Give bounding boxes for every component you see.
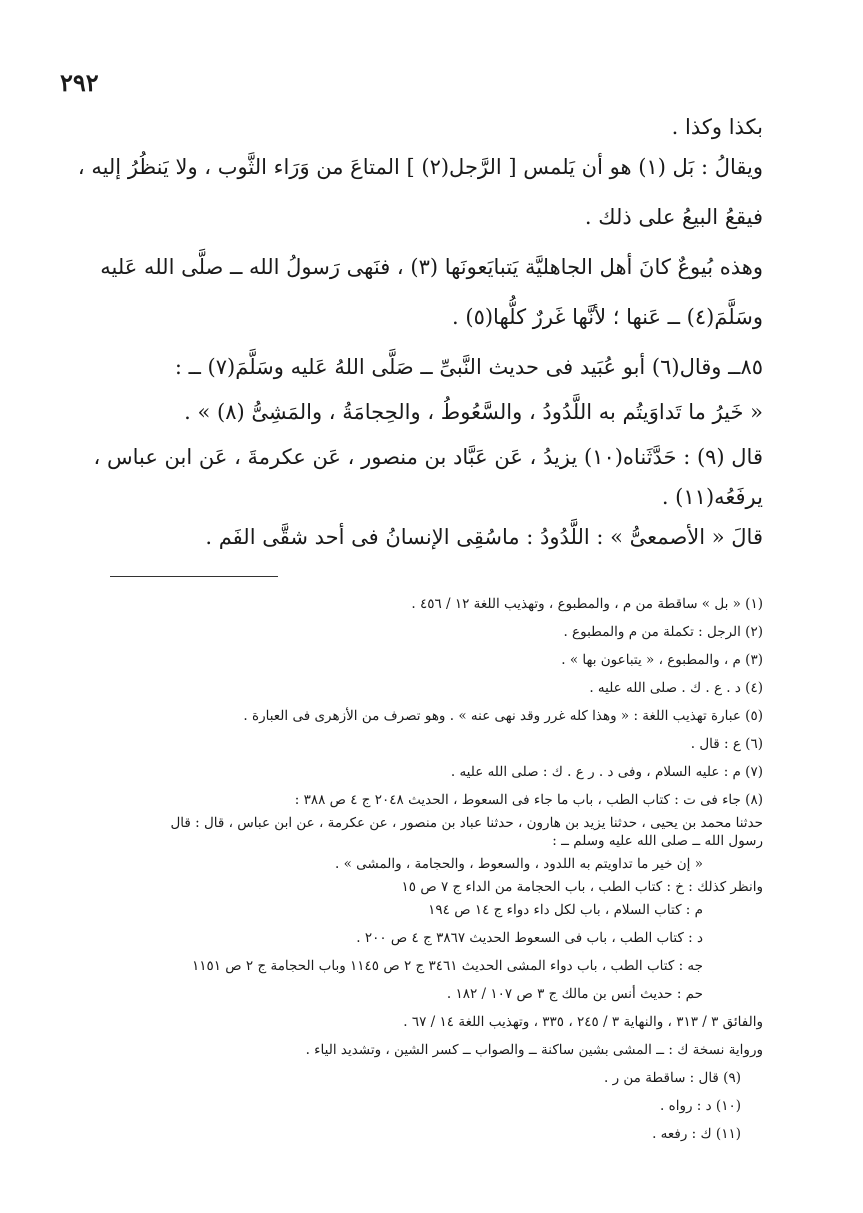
footnote-line: رسول الله ــ صلى الله عليه وسلم ــ : bbox=[552, 833, 763, 849]
footnote: (١١) ك : رفعه . bbox=[652, 1126, 741, 1142]
page-number: ٢٩٢ bbox=[60, 68, 99, 97]
footnote-line: حدثنا محمد بن يحيى ، حدثنا يزيد بن هارون ، حدثنا عباد بن منصور ، عن عكرمة ، عن ابن عباس ، قال : قال bbox=[170, 815, 763, 831]
footnote-line: م : كتاب السلام ، باب لكل داء دواء ج ١٤ ص ١٩٤ bbox=[428, 902, 703, 918]
footnote: (٥) عبارة تهذيب اللغة : « وهذا كله غرر وقد نهى عنه » . وهو تصرف من الأزهرى فى العبارة . bbox=[243, 708, 763, 724]
footnote: (٦) ع : قال . bbox=[690, 736, 763, 752]
text-line: وهذه بُيوعٌ كانَ أهل الجاهليَّة يَتبايَعونَها (٣) ، فنَهى رَسولُ الله ــ صلَّى الله عَليه bbox=[100, 255, 763, 279]
footnotes bbox=[100, 590, 763, 1148]
footnote-line: جه : كتاب الطب ، باب دواء المشى الحديث ٣٤٦١ ج ٢ ص ١١٤٥ وباب الحجامة ج ٢ ص ١١٥١ bbox=[191, 958, 703, 974]
main-text bbox=[77, 110, 763, 560]
text-line: بكذا وكذا . bbox=[671, 115, 763, 139]
text-line: قالَ « الأصمعىُّ » : اللَّدُودُ : ماسُقِى الإنسانُ فى أحد شقَّى الفَم . bbox=[205, 525, 763, 549]
footnote-line: حم : حديث أنس بن مالك ج ٣ ص ١٠٧ / ١٨٢ . bbox=[446, 986, 703, 1002]
footnote: (٣) م ، والمطبوع ، « يتباعون بها » . bbox=[561, 652, 763, 668]
footnote-line: والفائق ٣ / ٣١٣ ، والنهاية ٣ / ٢٤٥ ، ٣٣٥ ، وتهذيب اللغة ١٤ / ٦٧ . bbox=[403, 1014, 763, 1030]
footnote-line: د : كتاب الطب ، باب فى السعوط الحديث ٣٨٦٧ ج ٤ ص ٢٠٠ . bbox=[356, 930, 703, 946]
footnote-line: ورواية نسخة ك : ــ المشى بشين ساكنة ــ والصواب ــ كسر الشين ، وتشديد الياء . bbox=[305, 1042, 763, 1058]
footnote: (٤) د . ع . ك . صلى الله عليه . bbox=[589, 680, 763, 696]
footnote: (٧) م : عليه السلام ، وفى د . ر ع . ك : صلى الله عليه . bbox=[450, 764, 763, 780]
footnote: (١٠) د : رواه . bbox=[660, 1098, 741, 1114]
text-line: وسَلَّمَ(٤) ــ عَنها ؛ لأنَّها غَررٌ كلُّها(٥) . bbox=[452, 305, 763, 329]
text-line: « خَيرُ ما تَداوَيتُم به اللَّدُودُ ، والسَّعُوطُ ، والحِجامَةُ ، والمَشِىُّ (٨) » . bbox=[184, 400, 763, 424]
text-line: يرفَعُه(١١) . bbox=[661, 485, 763, 509]
text-line: ٨٥ــ وقال(٦) أبو عُبَيد فى حديث النَّبىِّ ــ صَلَّى اللهُ عَليه وسَلَّمَ(٧) ــ : bbox=[174, 355, 763, 379]
text-line: ويقالُ : بَل (١) هو أن يَلمس [ الرَّجل(٢) ] المتاعَ من وَرَاء الثَّوب ، ولا يَنظُرُ إليه ، bbox=[77, 155, 763, 179]
footnote-line: وانظر كذلك : خ : كتاب الطب ، باب الحجامة من الداء ج ٧ ص ١٥ bbox=[401, 879, 763, 895]
footnote: (٩) قال : ساقطة من ر . bbox=[604, 1070, 741, 1086]
text-line: فيقعُ البيعُ على ذلك . bbox=[584, 205, 763, 229]
footnote: (١) « بل » ساقطة من م ، والمطبوع ، وتهذيب اللغة ١٢ / ٤٥٦ . bbox=[411, 596, 763, 612]
footnote-separator bbox=[110, 576, 278, 577]
footnote-line: « إن خير ما تداويتم به اللدود ، والسعوط ، والحجامة ، والمشى » . bbox=[335, 856, 703, 872]
footnote: (٢) الرجل : تكملة من م والمطبوع . bbox=[563, 624, 763, 640]
text-line: قال (٩) : حَدَّثَناه(١٠) يزيدُ ، عَن عَبَّاد بن منصور ، عَن عكرمةَ ، عَن ابن عباس ، bbox=[93, 445, 763, 469]
footnote: (٨) جاء فى ت : كتاب الطب ، باب ما جاء فى السعوط ، الحديث ٢٠٤٨ ج ٤ ص ٣٨٨ : bbox=[294, 792, 763, 808]
